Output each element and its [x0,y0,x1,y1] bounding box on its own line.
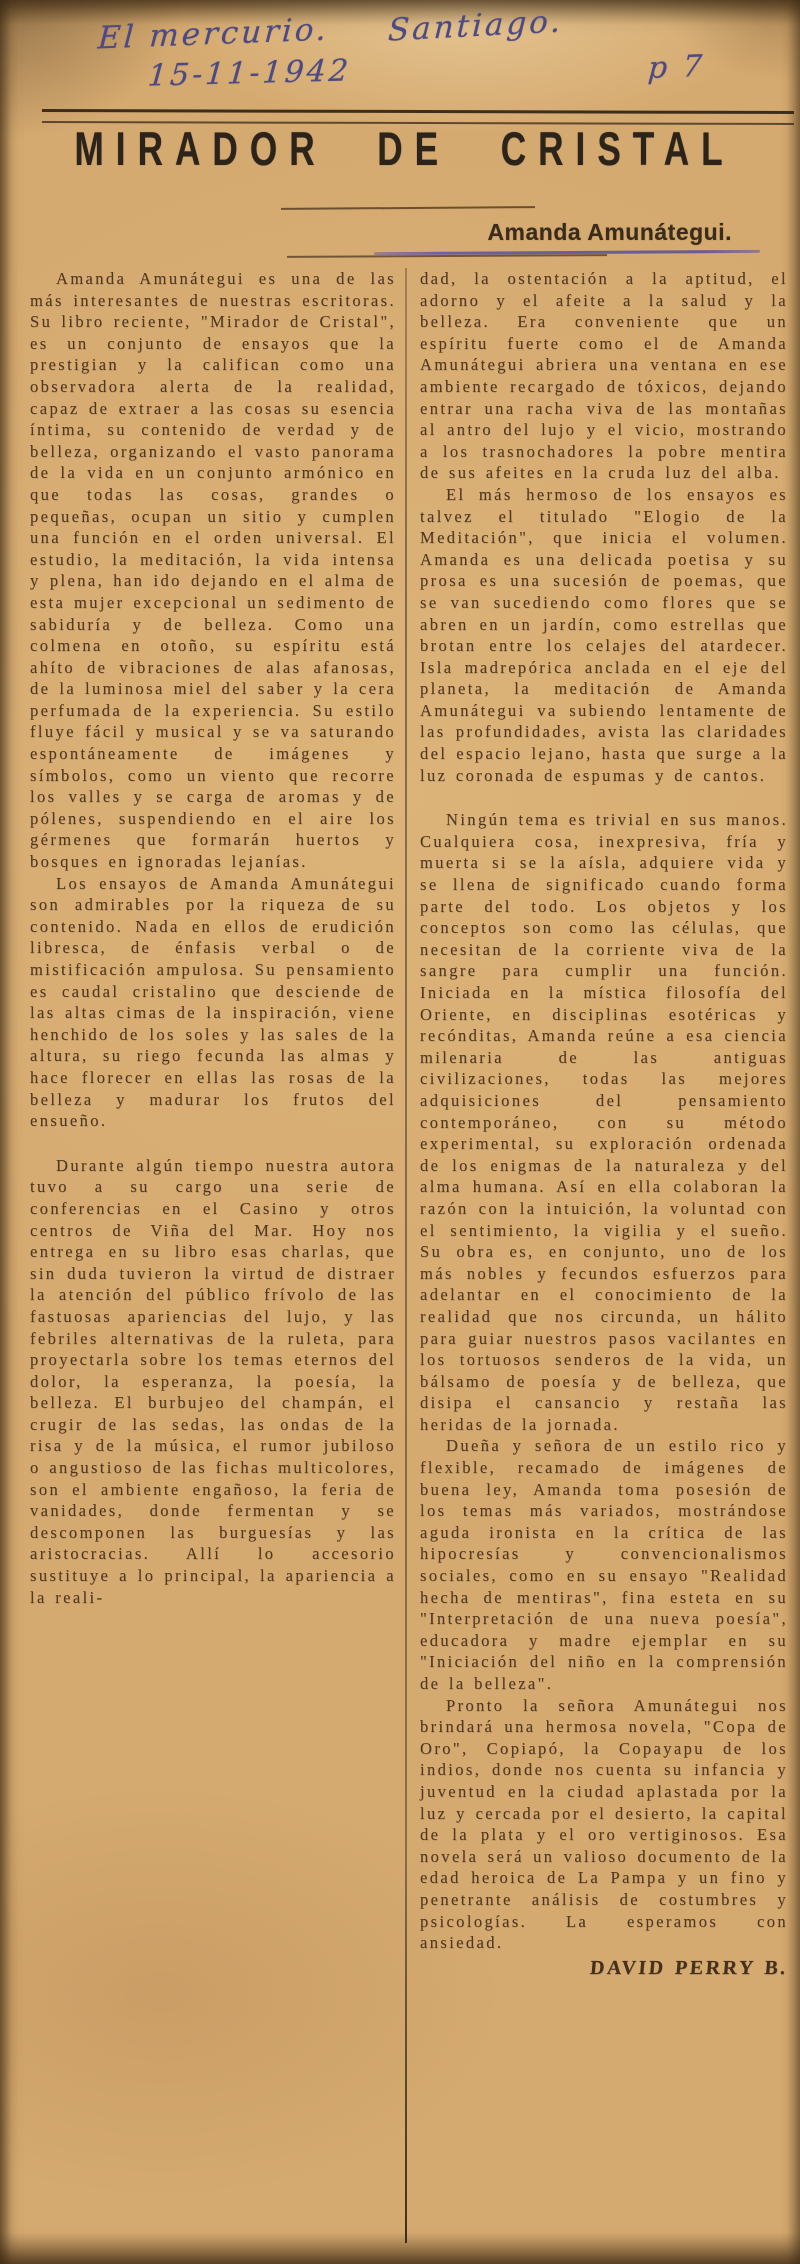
handwritten-city: Santiago. [387,3,565,49]
byline: Amanda Amunátegui. [487,219,732,245]
paragraph: Dueña y señora de un estilo rico y flexible, recamado de imágenes de buena ley, Amanda toma posesión de los temas más variados, mostrándose aguda ironista en la crítica de las hipocresías y convencionalismos sociales, como en su ensayo "Realidad hecha de mentiras", fina esteta en su "Interpretación de una nueva poesía", educadora y madre ejemplar en su "Iniciación del niño en la comprensión de la belleza". [420,1436,788,1693]
handwritten-date: 15-11-1942 [146,53,353,94]
article-column-1 [30,268,396,1608]
paragraph: Amanda Amunátegui es una de las más interesantes de nuestras escritoras. Su libro reciente, "Mirador de Cristal", es un conjunto de ensayos que la prestigian y la califican como una observadora alerta de la realidad, capaz de extraer a las cosas su esencia íntima, su contenido de verdad y de belleza, organizando el vasto panorama de la vida en un conjunto armónico en que todas las cosas, grandes o pequeñas, ocupan un sitio y cumplen una función en el orden universal. El estudio, la meditación, la vida intensa y plena, han ido dejando en el alma de esta mujer excepcional un sedimento de sabiduría y de belleza. Como una colmena en otoño, su espíritu está ahíto de vibraciones de alas afanosas, de la luminosa miel del saber y la cera perfumada de la experiencia. Su estilo fluye fácil y musical y se va saturando espontáneamente de imágenes y símbolos, como un viento que recorre los valles y se carga de aromas y de pólenes, suspendiendo en el aire los gérmenes que formarán huertos y bosques en ignoradas lejanías. [30,269,396,872]
paragraph: El más hermoso de los ensayos es talvez el titulado "Elogio de la Meditación", que inicia el volumen. Amanda es una delicada poetisa y su prosa es una sucesión de poemas, que se van sucediendo como flores que se abren en un jardín, como estrellas que brotan entre los celajes del atardecer. Isla madrepórica anclada en el eje del planeta, la meditación de Amanda Amunátegui va subiendo lentamente de las profundidades, avista las claridades del espacio lejano, hasta que surge a la luz coronada de espumas y de cantos. [420,484,788,785]
handwritten-page-number: p 7 [646,48,707,87]
paragraph: Pronto la señora Amunátegui nos brindará una hermosa novela, "Copa de Oro", Copiapó, la Copayapu de los indios, donde nos cuenta su infancia y juventud en la ciudad aplastada por la luz y cercada por el desierto, la capital de la plata y el oro vertiginosos. Esa novela será un valioso documento de la edad heroica de La Pampa y un fino y penetrante análisis de costumbres y psicologías. La esperamos con ansiedad. [420,1695,788,1953]
paragraph: Durante algún tiempo nuestra autora tuvo a su cargo una serie de conferencias en el Casino y otros centros de Viña del Mar. Hoy nos entrega en su libro esas charlas, que sin duda tuvieron la virtud de distraer la atención del público frívolo de las fastuosas apariencias del lujo, y las febriles alternativas de la ruleta, para proyectarla sobre los temas eternos del dolor, la esperanza, la poesía, la belleza. El burbujeo del champán, el crugir de las sedas, las ondas de la risa y de la música, el rumor jubiloso o angustioso de las fichas multicolores, son el ambiente engañoso, la feria de vanidades, donde fermentan y se descomponen las burguesías y las aristocracias. Allí lo accesorio sustituye a lo principal, la apariencia a la reali- [30,1155,396,1607]
article-column-2 [420,268,788,1979]
article-title: MIRADOR DE CRISTAL [74,123,735,176]
paragraph: Ningún tema es trivial en sus manos. Cualquiera cosa, inexpresiva, fría y muerta si se la aísla, adquiere vida y se llena de significado cuando forma parte del todo. Los objetos y los conceptos son como las células, que necesitan de la corriente viva de la sangre para cumplir una función. Iniciada en la mística filosofía del Oriente, en disciplinas esotéricas y recónditas, Amanda reúne a esa ciencia milenaria de las antiguas civilizaciones, todas las mejores adquisiciones del pensamiento contemporáneo, con su método experimental, su exploración ordenada de los enigmas de la naturaleza y del alma humana. Así en ella colaboran la razón con la intuición, la voluntad con el sentimiento, la vigilia y el sueño. Su obra es, en conjunto, uno de los más nobles y fecundos esfuerzos para adelantar en el conocimiento de la realidad que nos circunda, un hálito para guiar nuestros pasos vacilantes en los tortuosos senderos de la vida, un bálsamo de poesía y de belleza, que disipa el cansancio y restaña las heridas de la jornada. [420,810,788,1434]
handwritten-publication: El mercurio. [96,11,331,57]
paragraph: Los ensayos de Amanda Amunátegui son admirables por la riqueza de su contenido. Nada en ellos de erudición libresca, de énfasis verbal o de mistificación ampulosa. Su pensamiento es caudal cristalino que desciende de las altas cimas de la inspiración, viene henchido de los soles y las sales de la altura, su riego fecunda las almas y hace florecer en ellas las rosas de la belleza y madurar los frutos del ensueño. [30,873,396,1131]
author-signature: DAVID PERRY B. [589,1956,790,1979]
paragraph: dad, la ostentación a la aptitud, el adorno y el afeite a la salud y la belleza. Era conveniente que un espíritu fuerte como el de Amanda Amunátegui abriera una ventana en ese ambiente recargado de tóxicos, dejando entrar una racha viva de las montañas al antro del lujo y el vicio, mostrando a los trasnochadores la pobre mentira de sus afeites en la cruda luz del alba. [420,269,788,483]
column-divider [405,268,407,2243]
title-rule [281,206,535,210]
byline-print-underline [287,254,607,258]
